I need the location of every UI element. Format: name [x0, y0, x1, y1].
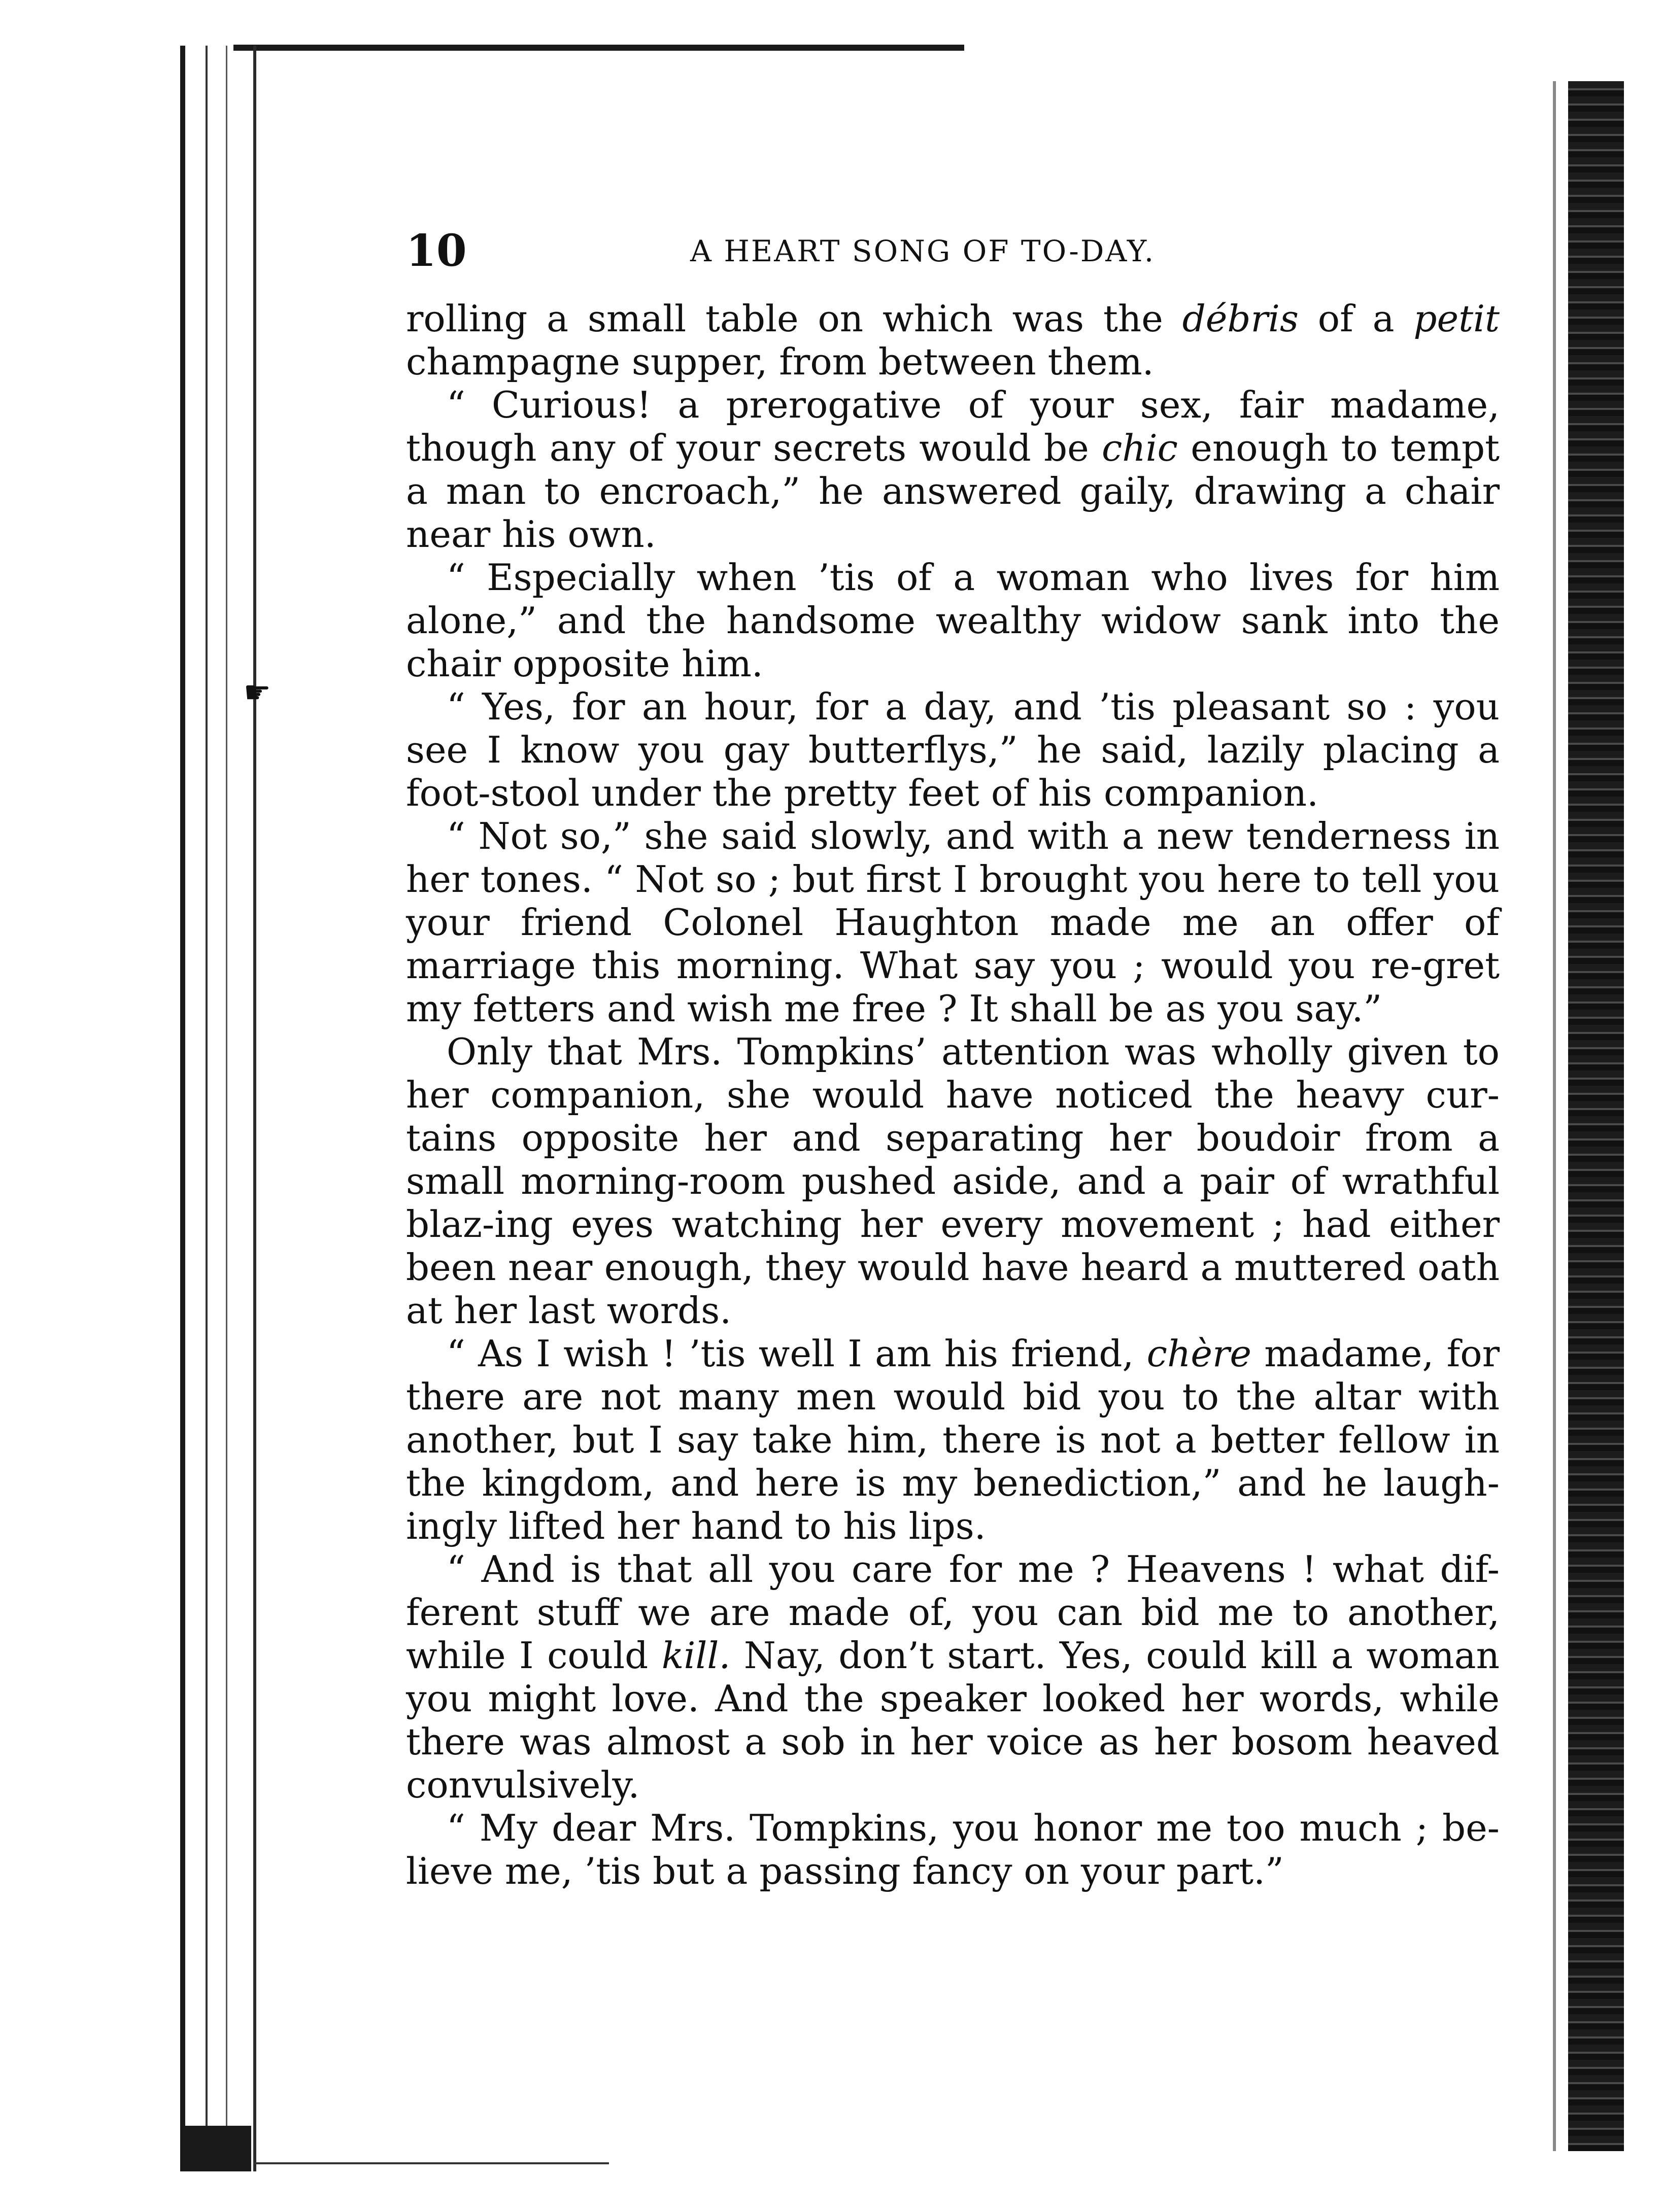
page-edge-line — [1553, 81, 1556, 2151]
paragraph — [406, 815, 1500, 1030]
text-run: “ As I wish ! ’tis well I am his friend, — [447, 1332, 1147, 1375]
text-run: of a — [1298, 297, 1414, 340]
paragraph — [406, 297, 1500, 384]
page-number: 10 — [406, 225, 467, 276]
gutter-foot-block — [180, 2126, 251, 2171]
text-run: Only that Mrs. Tompkins’ attention was wholly given to her companion, she would have noticed the heavy cur-tains opposite her and separating her boudoir from a small morning-room pushed aside, and a pair of wrathful blaz-ing eyes watching her every movement ; had either been near enough, they would have heard a muttered oath at her last words. — [406, 1030, 1500, 1332]
paragraph — [406, 1807, 1500, 1893]
text-run: “ Not so,” she said slowly, and with a new tenderness in her tones. “ Not so ; but first I brought you here to tell you your friend Colonel Haughton made me an offer of marriage this morning. What say you ; would you re-gret my fetters and wish me free ? It shall be as you say.” — [406, 815, 1500, 1030]
scan-top-rule — [233, 45, 964, 51]
paragraph — [406, 384, 1500, 556]
book-gutter — [180, 46, 256, 2171]
book-page — [406, 223, 1500, 1893]
italic-text: chère — [1146, 1332, 1251, 1375]
page-header — [406, 223, 1500, 279]
text-run: “ Curious! a prerogative of your sex, fair madame, though any of your secrets would be — [406, 384, 1500, 469]
text-run: enough to tempt a man to encroach,” he answered gaily, drawing a chair near his own. — [406, 427, 1500, 556]
paragraph — [406, 556, 1500, 685]
text-run: madame, for there are not many men would bid you to the altar with another, but I say take him, there is not a better fellow in the kingdom, and here is my benediction,” and he laugh-ingly lifted her hand to his lips. — [406, 1332, 1500, 1547]
text-run: “ And is that all you care for me ? Heavens ! what dif-ferent stuff we are made of, you can bid me to another, while I could — [406, 1548, 1500, 1677]
paragraph — [406, 1332, 1500, 1548]
text-run: rolling a small table on which was the — [406, 297, 1182, 340]
scan-bottom-rule — [254, 2162, 609, 2164]
text-run: “ My dear Mrs. Tompkins, you honor me too much ; be-lieve me, ’tis but a passing fancy on your part.” — [406, 1807, 1500, 1892]
italic-text: kill. — [661, 1634, 731, 1677]
text-run: “ Yes, for an hour, for a day, and ’tis pleasant so : you see I know you gay butterflys,” he said, lazily placing a foot-stool under the pretty feet of his companion. — [406, 685, 1500, 814]
paragraph — [406, 685, 1500, 815]
running-head: A HEART SONG OF TO-DAY. — [690, 234, 1156, 268]
body-text — [406, 297, 1500, 1893]
italic-text: débris — [1182, 297, 1299, 340]
italic-text: chic — [1101, 427, 1178, 469]
page-edge-shadow — [1568, 81, 1624, 2151]
gutter-line — [206, 46, 208, 2171]
text-run: Nay, don’t start. Yes, could kill a woman you might love. And the speaker looked her words, while there was almost a sob in her voice as her bosom heaved convulsively. — [406, 1634, 1500, 1806]
paragraph — [406, 1548, 1500, 1807]
paragraph — [406, 1030, 1500, 1332]
text-run: champagne supper, from between them. — [406, 340, 1154, 383]
gutter-line — [226, 46, 227, 2171]
text-run: “ Especially when ’tis of a woman who lives for him alone,” and the handsome wealthy widow sank into the chair opposite him. — [406, 556, 1500, 685]
italic-text: petit — [1413, 297, 1500, 340]
pointer-mark-icon: ☛ — [244, 675, 271, 710]
